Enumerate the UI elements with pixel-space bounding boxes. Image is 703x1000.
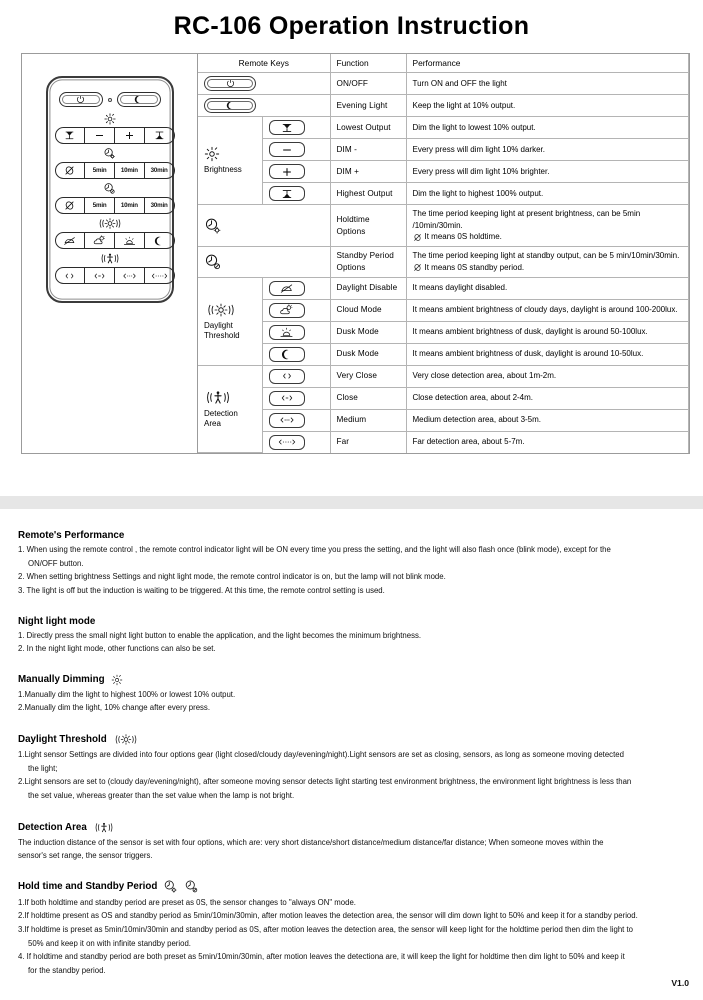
disable-icon (413, 263, 422, 272)
key-cell-power (198, 73, 330, 95)
moon-key-glyph (269, 347, 305, 362)
remote-key-daylight-disable[interactable] (56, 233, 86, 248)
function-label: Medium (330, 409, 406, 431)
table-row (198, 277, 689, 299)
remote-key-range-medium[interactable] (115, 268, 145, 283)
section-heading: Daylight Threshold (18, 734, 107, 745)
section-detection-area (18, 821, 686, 863)
key-cell-evening-light (198, 95, 330, 117)
minus-icon (94, 131, 105, 140)
group-text-line2: Threshold (204, 330, 240, 340)
clock-sun-icon (163, 879, 178, 894)
power-key-glyph (204, 76, 256, 91)
function-label: Lowest Output (330, 117, 406, 139)
table-header-row (198, 54, 689, 73)
detection-area-icon (99, 252, 121, 265)
performance-line-1: The time period keeping light at standby output, can be 5 min/10min/30min. (412, 251, 680, 261)
table-row (198, 161, 689, 183)
sun-icon (104, 113, 116, 125)
function-label: Dusk Mode (330, 343, 406, 365)
remote-daylight-keybar (55, 232, 175, 249)
section-daylight-threshold (18, 733, 686, 803)
performance-text (406, 205, 689, 247)
section-heading-row (18, 821, 686, 834)
note-line: 1. Directly press the small night light button to enable the application, and the light becomes the minimum brightness. (18, 630, 422, 640)
disable-icon (64, 200, 75, 211)
key-cell-daylight-disable (262, 277, 330, 299)
note-line: 2. When setting brightness Settings and night light mode, the remote control indicator is on, but the lamp will not blink mode. (18, 572, 446, 582)
remote-device (46, 76, 174, 303)
note-line: 1.Light sensor Settings are divided into four options gear (light closed/cloudy day/evening/night).Light sensors are set as closing, sensors, as long as someone moving detected (18, 750, 624, 759)
range-far-icon (276, 437, 298, 447)
table-row (198, 117, 689, 139)
range-very-close-key-glyph (269, 369, 305, 384)
remote-key-standby-10min[interactable]: 10min (115, 198, 145, 213)
remote-key-holdtime-10min[interactable]: 10min (115, 163, 145, 178)
document-version: V1.0 (671, 978, 689, 988)
performance-line-2 (413, 262, 683, 274)
clock-disable-icon (184, 879, 199, 894)
remote-key-holdtime-30min[interactable]: 30min (150, 167, 168, 174)
range-medium-key-glyph (269, 413, 305, 428)
section-remote-performance (18, 530, 686, 598)
key-cell-holdtime (198, 205, 330, 247)
range-far-icon (150, 272, 169, 280)
key-cell-dim-plus (262, 161, 330, 183)
plus-icon (124, 131, 135, 140)
section-heading: Hold time and Standby Period (18, 880, 158, 892)
section-hold-standby (18, 879, 686, 978)
notes-container (18, 530, 686, 990)
performance-line-2 (413, 231, 683, 243)
note-line: the light; (28, 763, 58, 773)
daylight-disable-icon (279, 283, 294, 294)
performance-note: It means 0S standby period. (424, 262, 525, 272)
note-line: 2. In the night light mode, other functions can also be set. (18, 644, 216, 654)
section-heading: Remote's Performance (18, 530, 125, 541)
remote-detection-symbol (55, 252, 165, 265)
table-row (198, 387, 689, 409)
note-line: for the standby period. (28, 965, 106, 975)
note-line: 2.If holdtime present as OS and standby period as 5min/10min/30min, after motion leaves the detection area, the sensor will dim down light to 50% and keep it for a standby period. (18, 911, 638, 921)
remote-holdtime-keybar (55, 162, 175, 179)
sun-icon (204, 146, 220, 162)
remote-key-night-mode[interactable] (145, 233, 174, 248)
header-remote-keys: Remote Keys (198, 54, 330, 73)
clock-disable-icon (204, 253, 222, 271)
table-row (198, 205, 689, 247)
function-label: Highest Output (330, 183, 406, 205)
table-row (198, 321, 689, 343)
function-label: DIM - (330, 139, 406, 161)
sun-icon (111, 674, 123, 686)
section-heading-row (18, 674, 686, 686)
performance-text: Close detection area, about 2-4m. (406, 387, 689, 409)
note-line: 2.Manually dim the light, 10% change after every press. (18, 703, 210, 713)
sunset-key-glyph (269, 325, 305, 340)
key-cell-medium (262, 409, 330, 431)
clock-sun-icon (204, 217, 222, 235)
performance-text: Far detection area, about 5-7m. (406, 431, 689, 453)
function-label: Very Close (330, 365, 406, 387)
performance-note: It means 0S holdtime. (424, 232, 502, 242)
moon-icon (134, 95, 143, 104)
remote-key-dim-minus[interactable] (85, 128, 115, 143)
remote-key-dim-plus[interactable] (115, 128, 145, 143)
highest-output-key-glyph (269, 186, 305, 201)
performance-text: Very close detection area, about 1m-2m. (406, 365, 689, 387)
note-line: 2.Light sensors are set to (cloudy day/evening/night), after someone moving sensor detects light starting test environment brightness, the environment light brightness is less than (18, 777, 632, 787)
sunset-icon (279, 327, 294, 338)
daylight-disable-key-glyph (269, 281, 305, 296)
key-cell-lowest-output (262, 117, 330, 139)
power-icon (226, 79, 235, 88)
remote-key-standby-5min[interactable]: 5min (85, 198, 115, 213)
remote-top-row (55, 92, 165, 107)
remote-key-range-far[interactable] (145, 268, 174, 283)
function-label: ON/OFF (330, 73, 406, 95)
cloud-icon (279, 304, 294, 316)
performance-text: It means ambient brightness of dusk, daylight is around 50-100lux. (406, 321, 689, 343)
page-title: RC-106 Operation Instruction (173, 12, 530, 40)
performance-text: Medium detection area, about 3-5m. (406, 409, 689, 431)
key-cell-very-close (262, 365, 330, 387)
disable-icon (64, 165, 75, 176)
daylight-threshold-icon (97, 217, 123, 230)
function-label: Standby Period Options (330, 246, 406, 277)
section-heading-row (18, 879, 686, 894)
clock-disable-icon (103, 182, 116, 195)
range-very-close-icon (278, 371, 296, 381)
performance-text: Keep the light at 10% output. (406, 95, 689, 117)
performance-text: It means daylight disabled. (406, 277, 689, 299)
note-line: 1.Manually dim the light to highest 100% or lowest 10% output. (18, 689, 236, 699)
remote-brightness-symbol (55, 112, 165, 125)
power-icon (76, 95, 85, 104)
key-cell-close (262, 387, 330, 409)
daylight-threshold-icon (204, 302, 238, 318)
range-close-icon (92, 272, 107, 280)
range-medium-icon (121, 272, 138, 280)
detection-area-icon (204, 389, 232, 406)
section-night-light-mode (18, 616, 686, 656)
remote-key-standby-30min[interactable]: 30min (150, 202, 168, 209)
remote-holdtime-symbol (55, 147, 165, 160)
key-cell-far (262, 431, 330, 453)
remote-daylight-symbol (55, 217, 165, 230)
note-line: 50% and keep it on with infinite standby period. (28, 938, 191, 948)
moon-key-glyph (204, 98, 256, 113)
note-line: ON/OFF button. (28, 558, 84, 568)
note-line: 1. When using the remote control , the remote control indicator light will be ON every time you press the setting, and the light will also flash once (blink mode), except for the (18, 545, 611, 554)
note-line: sensor's set range, the sensor triggers. (18, 851, 153, 861)
function-label: Daylight Disable (330, 277, 406, 299)
plus-icon (281, 167, 293, 177)
lowest-output-icon (64, 131, 75, 140)
remote-power-button[interactable] (59, 92, 103, 107)
group-text-line1: Detection (204, 409, 238, 418)
remote-indicator-led (108, 98, 112, 102)
group-label-brightness (198, 117, 262, 205)
table-row (198, 409, 689, 431)
note-line: 4. If holdtime and standby period are both preset as 5min/10min/30min, after motion leaves the detectiona are, it will keep the light for holdtime then dim light to 50% and keep it (18, 952, 625, 962)
section-divider-band (0, 496, 703, 509)
function-label: Far (330, 431, 406, 453)
spec-table-container (21, 53, 690, 454)
highest-output-icon (154, 131, 165, 140)
note-line: 1.If both holdtime and standby period are preset as 0S, the sensor changes to "always ON" mode. (18, 897, 356, 907)
remote-evening-light-button[interactable] (117, 92, 161, 107)
section-manually-dimming (18, 674, 686, 715)
disable-icon (413, 233, 422, 242)
moon-icon (226, 101, 235, 110)
remote-key-holdtime-off[interactable] (56, 163, 86, 178)
header-function: Function (330, 54, 406, 73)
table-row (198, 343, 689, 365)
table-row (198, 431, 689, 453)
key-cell-dusk-mode (262, 321, 330, 343)
remote-key-standby-off[interactable] (56, 198, 86, 213)
table-row (198, 365, 689, 387)
table-row (198, 73, 689, 95)
minus-key-glyph (269, 142, 305, 157)
remote-brightness-keybar (55, 127, 175, 144)
note-line: 3. The light is off but the induction is waiting to be triggered. At this time, the remote control setting is used. (18, 585, 385, 595)
remote-standby-symbol (55, 182, 165, 195)
range-close-key-glyph (269, 391, 305, 406)
group-label-detection-area (198, 365, 262, 453)
remote-key-range-very-close[interactable] (56, 268, 86, 283)
performance-text: Turn ON and OFF the light (406, 73, 689, 95)
remote-key-lowest-output[interactable] (56, 128, 86, 143)
section-heading: Manually Dimming (18, 674, 105, 686)
cloud-icon (93, 235, 106, 246)
table-row (198, 183, 689, 205)
performance-text: It means ambient brightness of dusk, daylight is around 10-50lux. (406, 343, 689, 365)
function-label: Evening Light (330, 95, 406, 117)
cloud-key-glyph (269, 303, 305, 318)
performance-text: It means ambient brightness of cloudy days, daylight is around 100-200lux. (406, 299, 689, 321)
key-cell-dim-minus (262, 139, 330, 161)
remote-illustration-pane (22, 54, 198, 453)
range-medium-icon (277, 415, 297, 425)
group-label-daylight-threshold (198, 277, 262, 365)
remote-key-range-close[interactable] (85, 268, 115, 283)
group-text-line1: Daylight (204, 320, 233, 330)
spec-table (198, 54, 689, 453)
key-cell-highest-output (262, 183, 330, 205)
function-label: Cloud Mode (330, 299, 406, 321)
function-label: DIM + (330, 161, 406, 183)
moon-icon (281, 349, 292, 360)
lowest-output-key-glyph (269, 120, 305, 135)
section-heading: Night light mode (18, 615, 96, 627)
minus-icon (281, 145, 293, 155)
performance-line-1: The time period keeping light at present brightness, can be 5min /10min/30min. (412, 209, 641, 230)
detection-area-icon (93, 821, 115, 834)
daylight-threshold-icon (113, 733, 139, 746)
plus-key-glyph (269, 164, 305, 179)
range-far-key-glyph (269, 435, 305, 450)
clock-sun-icon (103, 147, 116, 160)
sunset-icon (123, 236, 136, 246)
group-text-line2: Area (204, 419, 221, 428)
remote-key-highest-output[interactable] (145, 128, 174, 143)
remote-standby-keybar (55, 197, 175, 214)
performance-text: Every press will dim light 10% brighter. (406, 161, 689, 183)
table-row (198, 246, 689, 277)
performance-text: Dim the light to highest 100% output. (406, 183, 689, 205)
range-very-close-icon (62, 272, 77, 280)
table-row (198, 95, 689, 117)
function-label: Close (330, 387, 406, 409)
daylight-disable-icon (63, 236, 76, 246)
note-line: The induction distance of the sensor is set with four options, which are: very short distance/short distance/medium distance/far distance; When someone moves within the (18, 837, 604, 847)
moon-icon (154, 236, 164, 246)
function-label: Holdtime Options (330, 205, 406, 247)
highest-output-icon (281, 189, 293, 199)
remote-detection-keybar (55, 267, 175, 284)
remote-key-holdtime-5min[interactable]: 5min (85, 163, 115, 178)
key-cell-cloud-mode (262, 299, 330, 321)
table-row (198, 299, 689, 321)
performance-text: Every press will dim light 10% darker. (406, 139, 689, 161)
section-heading: Detection Area (18, 821, 87, 833)
range-close-icon (278, 393, 296, 403)
key-cell-standby (198, 246, 330, 277)
note-line: 3.If holdtime is preset as 5min/10min/30min and standby period as 0S, after motion leaves the detection area, the sensor will keep light for the holdtime period then dim the light to (18, 925, 633, 934)
note-line: the set value, whereas greater than the set value when the lamp is not bright. (28, 790, 295, 800)
group-text: Brightness (204, 165, 242, 175)
key-cell-night-mode (262, 343, 330, 365)
performance-text: Dim the light to lowest 10% output. (406, 117, 689, 139)
performance-text (406, 246, 689, 277)
table-row (198, 139, 689, 161)
remote-key-cloud-mode[interactable] (85, 233, 115, 248)
header-performance: Performance (406, 54, 689, 73)
remote-key-dusk-mode[interactable] (115, 233, 145, 248)
lowest-output-icon (281, 123, 293, 133)
section-heading-row (18, 733, 686, 746)
function-label: Dusk Mode (330, 321, 406, 343)
